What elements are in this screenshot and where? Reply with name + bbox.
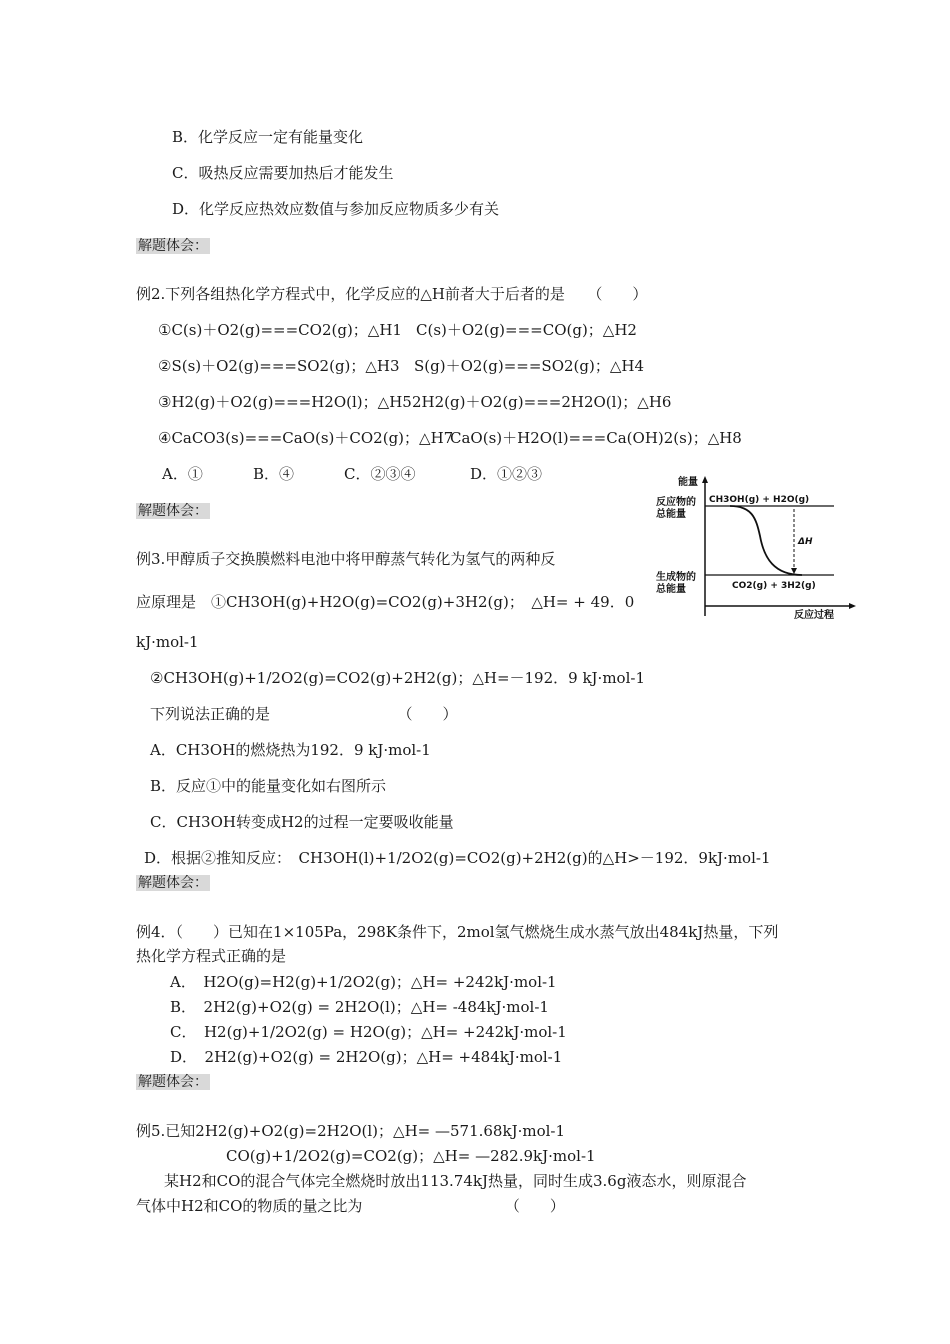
ex5-line3: 某H2和CO的混合气体完全燃烧时放出113.74kJ热量，同时生成3.6g液态水，则原混合 — [164, 1172, 747, 1190]
ex2-eq3b: 2H2(g)＋O2(g)===2H2O(l)；△H6 — [412, 393, 672, 411]
ex3-line4: ②CH3OH(g)+1/2O2(g)=CO2(g)+2H2(g)；△H=－192．9 kJ·mol-1 — [150, 669, 645, 687]
ex4-option-a: A． H2O(g)=H2(g)+1/2O2(g)；△H= +242kJ·mol-1 — [170, 973, 557, 991]
reactants-formula: CH3OH(g) + H2O(g) — [709, 495, 810, 505]
ex4-note: 解题体会： — [138, 1074, 208, 1090]
ex3-option-b: B．反应①中的能量变化如右图所示 — [150, 777, 387, 795]
q1-option-c: C．吸热反应需要加热后才能发生 — [172, 164, 394, 182]
delta-h-label: ΔH — [798, 537, 813, 547]
reactant-label: 反应物的 — [656, 497, 696, 508]
ex2-eq4a: ④CaCO3(s)===CaO(s)＋CO2(g)；△H7 — [158, 429, 454, 447]
ex4-line2: 热化学方程式正确的是 — [136, 947, 287, 965]
ex3-line1: 例3.甲醇质子交换膜燃料电池中将甲醇蒸气转化为氢气的两种反 — [136, 550, 556, 568]
q1-option-b: B．化学反应一定有能量变化 — [172, 128, 364, 146]
x-axis-label: 反应过程 — [794, 610, 834, 620]
q1-note: 解题体会： — [138, 238, 208, 254]
ex5-line1: 例5.已知2H2(g)+O2(g)=2H2O(l)；△H= —571.68kJ·mol-1 — [136, 1122, 566, 1140]
product-label: 生成物的 — [656, 572, 696, 583]
ex2-eq1b: C(s)＋O2(g)===CO(g)；△H2 — [416, 321, 637, 339]
energy-diagram — [652, 474, 864, 620]
ex3-line2: 应原理是 ①CH3OH(g)+H2O(g)=CO2(g)+3H2(g)； △H= + 49．0 — [136, 593, 635, 611]
reactant-label-2: 总能量 — [656, 509, 686, 520]
ex2-eq4b: CaO(s)＋H2O(l)===Ca(OH)2(s)；△H8 — [450, 429, 742, 447]
ex5-line2: CO(g)+1/2O2(g)=CO2(g)；△H= —282.9kJ·mol-1 — [226, 1147, 596, 1165]
ex3-option-c: C．CH3OH转变成H2的过程一定要吸收能量 — [150, 813, 454, 831]
ex2-option-d: D．①②③ — [470, 465, 543, 483]
product-label-2: 总能量 — [656, 584, 686, 595]
ex2-option-b: B．④ — [253, 465, 295, 483]
ex4-option-c: C． H2(g)+1/2O2(g) = H2O(g)；△H= +242kJ·mol-1 — [170, 1023, 567, 1041]
ex3-line5: 下列说法正确的是 （ ） — [150, 705, 458, 723]
ex4-option-b: B． 2H2(g)+O2(g) = 2H2O(l)；△H= -484kJ·mol-1 — [170, 998, 549, 1016]
ex2-option-c: C．②③④ — [344, 465, 416, 483]
ex2-stem: 例2.下列各组热化学方程式中，化学反应的△H前者大于后者的是 （ ） — [136, 285, 648, 303]
ex3-option-d: D．根据②推知反应： CH3OH(l)+1/2O2(g)=CO2(g)+2H2(g)的△H>－192．9kJ·mol-1 — [144, 849, 771, 867]
ex2-eq2a: ②S(s)＋O2(g)===SO2(g)；△H3 — [158, 357, 400, 375]
ex2-note: 解题体会： — [138, 503, 208, 519]
ex3-line3: kJ·mol-1 — [136, 633, 199, 651]
ex2-option-a: A．① — [162, 465, 203, 483]
ex2-eq3a: ③H2(g)＋O2(g)===H2O(l)；△H5 — [158, 393, 412, 411]
energy-curve — [730, 506, 802, 575]
q1-option-d: D．化学反应热效应数值与参加反应物质多少有关 — [172, 200, 500, 218]
y-axis-label: 能量 — [678, 477, 698, 488]
ex3-note: 解题体会： — [138, 875, 208, 891]
products-formula: CO2(g) + 3H2(g) — [732, 581, 816, 591]
ex5-line4: 气体中H2和CO的物质的量之比为 （ ） — [136, 1197, 565, 1215]
ex4-line1: 例4．（ ）已知在1×105Pa，298K条件下，2mol氢气燃烧生成水蒸气放出484kJ热量，下列 — [136, 923, 779, 941]
ex2-eq1a: ①C(s)＋O2(g)===CO2(g)；△H1 — [158, 321, 402, 339]
ex3-option-a: A．CH3OH的燃烧热为192．9 kJ·mol-1 — [150, 741, 431, 759]
ex2-eq2b: S(g)＋O2(g)===SO2(g)；△H4 — [414, 357, 645, 375]
ex4-option-d: D． 2H2(g)+O2(g) = 2H2O(g)；△H= +484kJ·mol-1 — [170, 1048, 563, 1066]
